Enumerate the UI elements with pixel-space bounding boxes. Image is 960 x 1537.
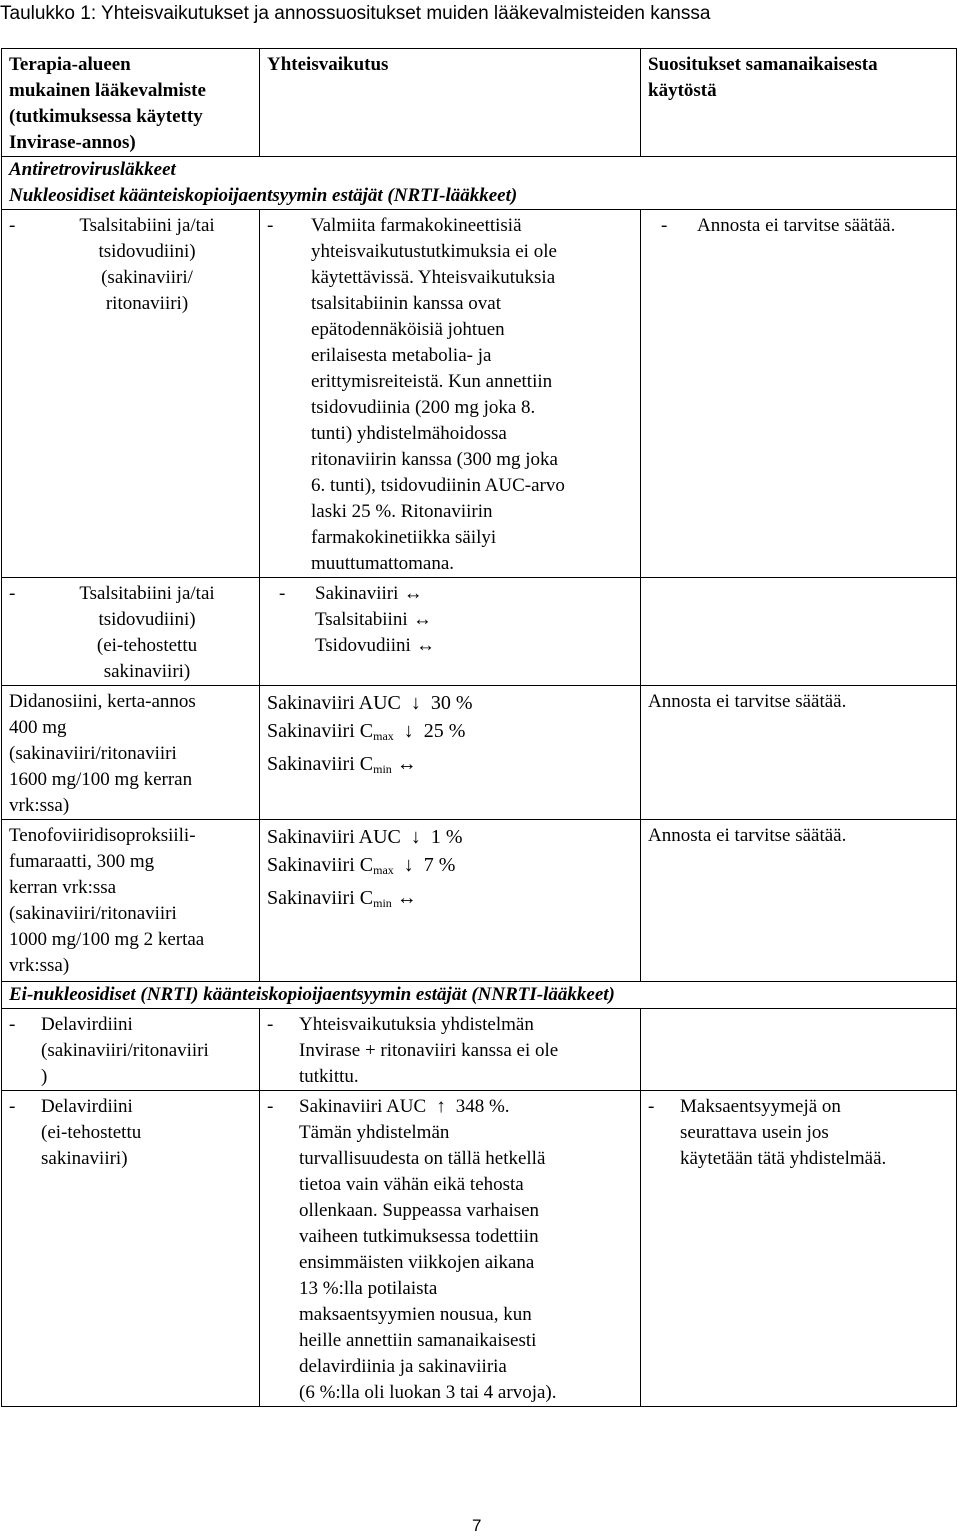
interaction-table [1, 48, 957, 1407]
interaction-cell [260, 1091, 641, 1407]
recommendation-cell [641, 1091, 957, 1407]
arrow-down-icon: ↓ [403, 854, 414, 876]
table-row [2, 210, 957, 578]
interaction-entry: - Valmiita farmakokineettisiä yhteisvaikutustutkimuksia ei ole käytettävissä. Yhteisvaikutuksia tsalsitabiinin kanssa ovat epätodennäköisiä johtuen erilaisesta metabolia- ja erittymisreiteistä. Kun annettiin tsidovudiinia (200 mg joka 8. tunti) yhdistelmähoidossa ritonaviirin kanssa (300 mg joka 6. tunti), tsidovudiinin AUC-arvo laski 25 %. Ritonaviirin farmakokinetiikka säilyi muuttumattomana. [267, 215, 565, 574]
drug-cell [2, 1091, 260, 1407]
arrow-down-icon: ↓ [410, 692, 421, 714]
drug-cell [2, 578, 260, 686]
drug-entry: - Tsalsitabiini ja/tai tsidovudiini) (sakinaviiri/ ritonaviiri) [9, 215, 215, 314]
auc-line: Sakinaviiri AUC ↓ 30 % [267, 689, 634, 717]
no-change-arrow-icon: ↔ [412, 609, 432, 630]
interaction-entry: - Sakinaviiri AUC ↑ 348 %. Tämän yhdistelmän turvallisuudesta on tällä hetkellä tietoa vain vähän eikä tehosta ollenkaan. Suppeassa varhaisen vaiheen tutkimuksessa todettiin ensimmäisten viikkojen aikana 13 %:lla potilaista maksaentsyymien nousua, kun heille annettiin samanaikaisesti delavirdiinia ja sakinaviiria (6 %:lla oli luokan 3 tai 4 arvoja). [267, 1096, 557, 1403]
drug-entry: - Delavirdiini (sakinaviiri/ritonaviiri ) [9, 1014, 209, 1087]
cmax-line: Sakinaviiri $C_{max}$ ↓ 25 % [267, 717, 634, 750]
arrow-up-icon: ↑ [436, 1096, 446, 1117]
recommendation-entry: - Maksaentsyymejä on seurattava usein jos käytetään tätä yhdistelmää. [648, 1096, 887, 1169]
section-heading: Antiretrovirusläkkeet Nukleosidiset käänteiskopioijaentsyymin estäjät (NRTI-lääkkeet) [2, 157, 957, 210]
drug-entry: - Delavirdiini (ei-tehostettu sakinaviiri) [9, 1096, 142, 1169]
drug-cell: Tenofoviiridisoproksiili- fumaraatti, 300 mg kerran vrk:ssa (sakinaviiri/ritonaviiri 1000 mg/100 mg 2 kertaa vrk:ssa) [2, 820, 260, 982]
recommendation-cell [641, 210, 957, 578]
recommendation-cell: Annosta ei tarvitse säätää. [641, 820, 957, 982]
page-number: 7 [472, 1516, 482, 1535]
table-row [2, 578, 957, 686]
cmin-line: Sakinaviiri $C_{min}$ ↔ [267, 750, 634, 783]
interaction-cell [260, 1009, 641, 1091]
interaction-entry: - Sakinaviiri ↔ Tsalsitabiini ↔ Tsidovudiini ↔ [279, 581, 634, 659]
auc-line: Sakinaviiri AUC ↓ 1 % [267, 823, 634, 851]
drug-cell [2, 1009, 260, 1091]
section-row-nnrti [2, 982, 957, 1009]
arrow-down-icon: ↓ [410, 826, 421, 848]
table-row [2, 1009, 957, 1091]
header-recommendation: Suositukset samanaikaisesta käytöstä [641, 49, 957, 157]
recommendation-cell: Annosta ei tarvitse säätää. [641, 686, 957, 820]
header-interaction: Yhteisvaikutus [260, 49, 641, 157]
recommendation-cell [641, 1009, 957, 1091]
drug-cell: Didanosiini, kerta-annos 400 mg (sakinaviiri/ritonaviiri 1600 mg/100 mg kerran vrk:ssa) [2, 686, 260, 820]
no-change-arrow-icon: ↔ [396, 887, 417, 909]
interaction-entry: - Yhteisvaikutuksia yhdistelmän Invirase + ritonaviiri kanssa ei ole tutkittu. [267, 1014, 559, 1087]
cmin-line: Sakinaviiri $C_{min}$ ↔ [267, 884, 634, 917]
interaction-cell [260, 686, 641, 820]
table-row [2, 1091, 957, 1407]
interaction-cell [260, 820, 641, 982]
interaction-cell [260, 578, 641, 686]
recommendation-cell [641, 578, 957, 686]
table-title: Taulukko 1: Yhteisvaikutukset ja annossuositukset muiden lääkevalmisteiden kanssa [0, 3, 711, 24]
no-change-arrow-icon: ↔ [416, 635, 436, 656]
section-row-antiretroviral [2, 157, 957, 210]
drug-entry: - Tsalsitabiini ja/tai tsidovudiini) (ei-tehostettu sakinaviiri) [9, 583, 215, 682]
table-header-row [2, 49, 957, 157]
no-change-arrow-icon: ↔ [396, 753, 417, 775]
interaction-cell [260, 210, 641, 578]
section-heading: Ei-nukleosidiset (NRTI) käänteiskopioijaentsyymin estäjät (NNRTI-lääkkeet) [2, 982, 957, 1009]
arrow-down-icon: ↓ [403, 720, 414, 742]
header-drug: Terapia-alueen mukainen lääkevalmiste (tutkimuksessa käytetty Invirase-annos) [2, 49, 260, 157]
cmax-line: Sakinaviiri $C_{max}$ ↓ 7 % [267, 851, 634, 884]
no-change-arrow-icon: ↔ [403, 583, 423, 604]
recommendation-entry: - Annosta ei tarvitse säätää. [661, 215, 896, 236]
table-row [2, 686, 957, 820]
drug-cell [2, 210, 260, 578]
table-row [2, 820, 957, 982]
